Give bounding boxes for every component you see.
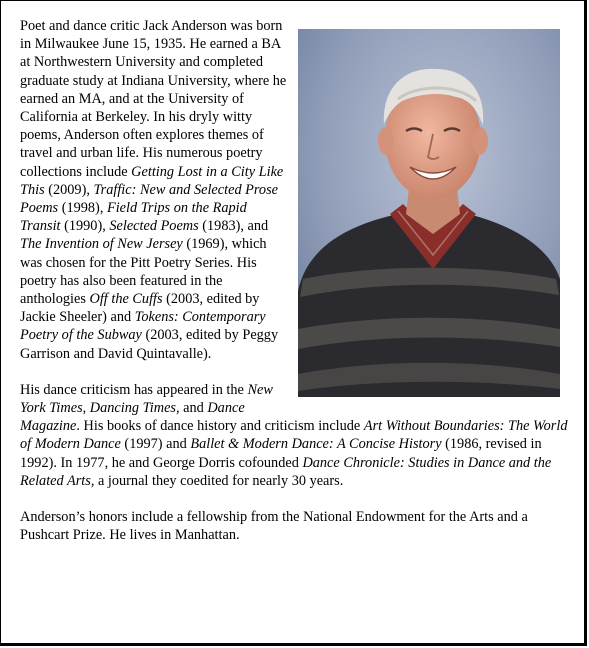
- bio-text: . His books of dance history and criticism include: [76, 418, 364, 435]
- bio-text: (1997) and: [120, 436, 191, 453]
- bio-text: and: [179, 400, 208, 417]
- bio-text: (1986, revised in 1992). In 1977, he and George Dorris cofounded: [20, 436, 542, 471]
- work-title: Field Trips on the Rapid Transit: [20, 200, 247, 235]
- bio-paragraph-3: [20, 508, 570, 544]
- work-title: Dance Chronicle: Studies in Dance and the Related Arts: [20, 454, 552, 489]
- bio-text: (1969), which was chosen for the Pitt Poetry Series. His poetry has also been featured in the anthologies: [20, 236, 267, 308]
- author-photo: [298, 29, 560, 397]
- bio-text: Poet and dance critic Jack Anderson was born in Milwaukee June 15, 1935. He earned a BA at Northwestern University and completed graduate study at Indiana University, where he earned an MA, and at the University of California at Berkeley. In his dryly witty poems, Anderson often explores themes of travel and urban life. His numerous poetry collections include: [20, 18, 287, 180]
- bio-text: ,: [82, 400, 90, 417]
- bio-content: [20, 17, 570, 544]
- bio-text: (1998),: [58, 200, 107, 217]
- work-title: Selected Poems: [109, 218, 199, 235]
- work-title: Tokens: Contemporary Poetry of the Subway: [20, 309, 266, 344]
- bio-text: (2009),: [44, 181, 94, 198]
- work-title: New York Times: [20, 381, 273, 417]
- work-title: Art Without Boundaries: The World of Modern Dance: [20, 418, 568, 453]
- bio-text: Anderson’s honors include a fellowship from the National Endowment for the Arts and a Pushcart Prize. He lives in Manhattan.: [20, 509, 528, 544]
- bio-text: (2003, edited by Jackie Sheeler) and: [20, 291, 260, 326]
- work-title: Off the Cuffs: [89, 291, 163, 308]
- bio-text: (1983), and: [198, 218, 269, 235]
- bio-text: (1990),: [60, 218, 110, 235]
- work-title: Getting Lost in a City Like This: [20, 163, 284, 198]
- bio-text: (2003, edited by Peggy Garrison and David Quintavalle).: [20, 327, 279, 362]
- work-title: Traffic: New and Selected Prose Poems: [20, 181, 278, 217]
- portrait-image: [298, 29, 560, 397]
- work-title: The Invention of New Jersey: [20, 236, 183, 253]
- bio-text: , a journal they coedited for nearly 30 years.: [90, 472, 344, 489]
- bio-paragraph-2: [20, 381, 570, 490]
- work-title: Ballet & Modern Dance: A Concise History: [190, 436, 442, 453]
- work-title: Dancing Times,: [89, 400, 180, 417]
- bio-text: His dance criticism has appeared in the: [20, 381, 248, 398]
- work-title: Dance Magazine: [20, 400, 245, 435]
